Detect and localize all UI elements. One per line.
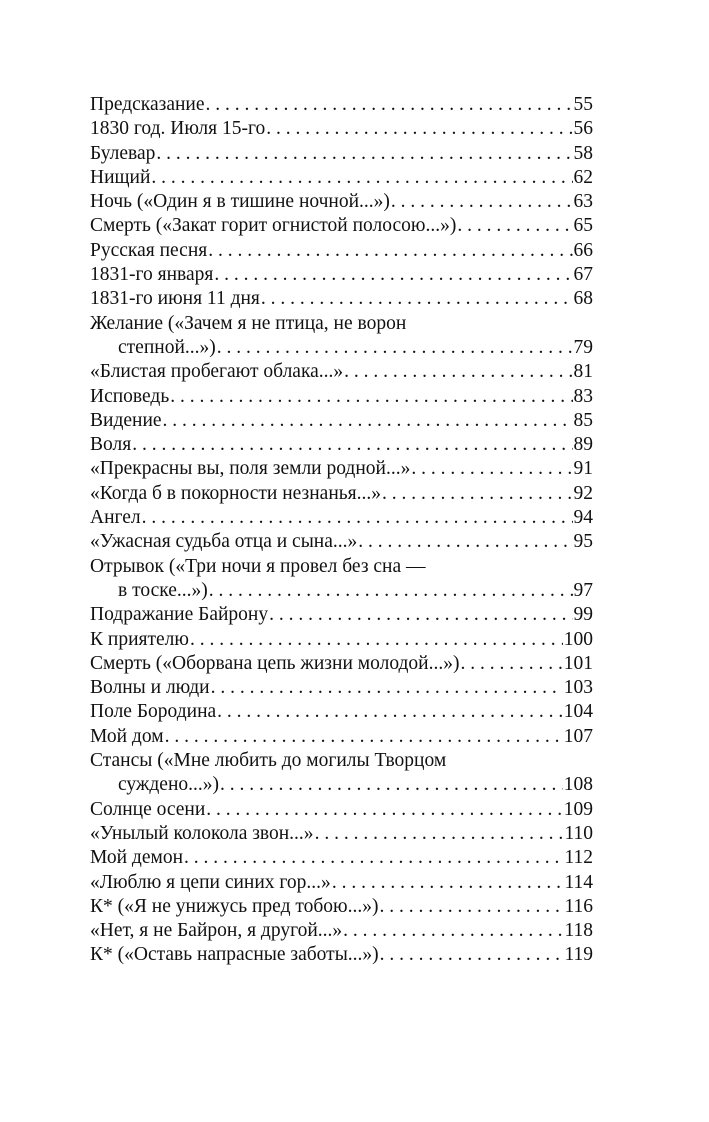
toc-title: Волны и люди (90, 677, 210, 699)
toc-title: Видение (90, 409, 162, 431)
dot-leader (170, 385, 572, 409)
dot-leader (343, 919, 563, 943)
toc-entry (90, 822, 593, 846)
toc-title: Мой демон (90, 847, 184, 869)
toc-entry (90, 603, 593, 627)
toc-page-number: 116 (564, 895, 593, 917)
toc-page-number: 109 (563, 798, 593, 820)
toc-title: Поле Бородина (90, 701, 217, 723)
toc-entry (90, 312, 593, 361)
dot-leader (382, 482, 572, 506)
toc-page-number: 79 (573, 336, 593, 358)
toc-title: 1830 год. Июля 15-го (90, 118, 266, 140)
toc-page-number: 97 (573, 579, 593, 601)
dot-leader (163, 409, 573, 433)
toc-page-number: 66 (573, 239, 593, 261)
dot-leader (217, 336, 573, 360)
dot-leader (391, 190, 573, 214)
toc-title: Солнце осени (90, 798, 206, 820)
toc-page-number: 104 (563, 701, 593, 723)
dot-leader (261, 287, 573, 311)
toc-page-number: 103 (563, 677, 593, 699)
toc-title: Смерть («Закат горит огнистой полосою...») (90, 215, 457, 237)
toc-page-number: 81 (573, 361, 593, 383)
toc-entry (90, 433, 593, 457)
toc-page-number: 92 (573, 482, 593, 504)
dot-leader (132, 433, 572, 457)
toc-entry (90, 798, 593, 822)
toc-title: степной...») (118, 336, 216, 358)
toc-page-number: 99 (573, 604, 593, 626)
dot-leader (142, 506, 573, 530)
toc-page-number: 112 (564, 847, 593, 869)
toc-title: «Прекрасны вы, поля земли родной...» (90, 458, 411, 480)
dot-leader (380, 943, 564, 967)
toc-entry (90, 117, 593, 141)
toc-page-number: 94 (573, 507, 593, 529)
dot-leader (457, 214, 572, 238)
dot-leader (266, 117, 572, 141)
dot-leader (380, 895, 564, 919)
dot-leader (220, 773, 563, 797)
toc-entry (90, 214, 593, 238)
toc-entry (90, 263, 593, 287)
toc-page-number: 85 (573, 409, 593, 431)
toc-title: Исповедь (90, 385, 170, 407)
toc-entry (90, 166, 593, 190)
toc-title: «Унылый колокола звон...» (90, 822, 314, 844)
toc-title: Нищий (90, 166, 151, 188)
toc-entry (90, 919, 593, 943)
toc-entry (90, 846, 593, 870)
toc-entry (90, 385, 593, 409)
table-of-contents (90, 93, 593, 968)
dot-leader (184, 846, 563, 870)
toc-page-number: 95 (573, 531, 593, 553)
toc-page-number: 118 (564, 920, 593, 942)
dot-leader (208, 239, 572, 263)
toc-entry (90, 190, 593, 214)
dot-leader (315, 822, 564, 846)
toc-page-number: 55 (573, 94, 593, 115)
toc-page-number: 83 (573, 385, 593, 407)
toc-title: К* («Оставь напрасные заботы...») (90, 944, 379, 966)
dot-leader (344, 360, 572, 384)
toc-entry (90, 871, 593, 895)
toc-entry (90, 725, 593, 749)
dot-leader (358, 530, 572, 554)
toc-title: «Ужасная судьба отца и сына...» (90, 531, 358, 553)
toc-entry (90, 555, 593, 604)
toc-entry (90, 943, 593, 967)
toc-title: К* («Я не унижусь пред тобою...») (90, 895, 379, 917)
toc-title: суждено...») (118, 774, 219, 796)
toc-entry (90, 700, 593, 724)
toc-entry (90, 239, 593, 263)
dot-leader (411, 457, 572, 481)
toc-page-number: 89 (573, 434, 593, 456)
toc-entry (90, 676, 593, 700)
toc-page-number: 56 (573, 118, 593, 140)
toc-entry (90, 482, 593, 506)
dot-leader (206, 93, 573, 117)
dot-leader (206, 798, 562, 822)
toc-title: Ангел (90, 507, 141, 529)
toc-page-number: 100 (563, 628, 593, 650)
toc-entry (90, 287, 593, 311)
toc-page-number: 101 (563, 652, 593, 674)
toc-entry (90, 895, 593, 919)
toc-title: Ночь («Один я в тишине ночной...») (90, 191, 390, 213)
toc-entry (90, 628, 593, 652)
toc-entry (90, 749, 593, 798)
toc-entry (90, 142, 593, 166)
toc-page-number: 119 (564, 944, 593, 966)
toc-title: «Блистая пробегают облака...» (90, 361, 344, 383)
dot-leader (332, 871, 564, 895)
toc-page-number: 68 (573, 288, 593, 310)
toc-page-number: 58 (573, 142, 593, 164)
dot-leader (190, 628, 563, 652)
dot-leader (269, 603, 572, 627)
toc-title: Булевар (90, 142, 156, 164)
toc-title: в тоске...») (118, 579, 208, 601)
toc-entry (90, 93, 593, 117)
toc-page-number: 63 (573, 191, 593, 213)
toc-title: Предсказание (90, 94, 205, 115)
toc-page-number: 108 (563, 774, 593, 796)
toc-page-number: 67 (573, 264, 593, 286)
toc-page-number: 62 (573, 166, 593, 188)
toc-page-number: 65 (573, 215, 593, 237)
toc-title: Смерть («Оборвана цепь жизни молодой...») (90, 652, 460, 674)
toc-title: Русская песня (90, 239, 208, 261)
toc-title: «Когда б в покорности незнанья...» (90, 482, 382, 504)
dot-leader (156, 142, 572, 166)
toc-entry (90, 506, 593, 530)
toc-title: 1831-го июня 11 дня (90, 288, 260, 310)
toc-page-number: 107 (563, 725, 593, 747)
toc-entry (90, 457, 593, 481)
toc-title: Подражание Байрону (90, 604, 269, 626)
toc-page-number: 114 (564, 871, 593, 893)
toc-title: «Люблю я цепи синих гор...» (90, 871, 331, 893)
toc-page-number: 91 (573, 458, 593, 480)
toc-title: 1831-го января (90, 264, 214, 286)
toc-entry (90, 652, 593, 676)
dot-leader (214, 263, 572, 287)
toc-title: Мой дом (90, 725, 164, 747)
dot-leader (151, 166, 572, 190)
toc-page-number: 110 (564, 822, 593, 844)
dot-leader (165, 725, 563, 749)
toc-title-first-line: Отрывок («Три ночи я провел без сна — (90, 555, 426, 577)
dot-leader (209, 579, 573, 603)
toc-title: К приятелю (90, 628, 189, 650)
toc-title: «Нет, я не Байрон, я другой...» (90, 920, 343, 942)
toc-entry (90, 409, 593, 433)
dot-leader (211, 676, 563, 700)
toc-entry (90, 360, 593, 384)
dot-leader (217, 700, 563, 724)
toc-entry (90, 530, 593, 554)
toc-title-first-line: Стансы («Мне любить до могилы Творцом (90, 750, 447, 772)
toc-title-first-line: Желание («Зачем я не птица, не ворон (90, 312, 407, 334)
dot-leader (460, 652, 562, 676)
toc-title: Воля (90, 434, 132, 456)
